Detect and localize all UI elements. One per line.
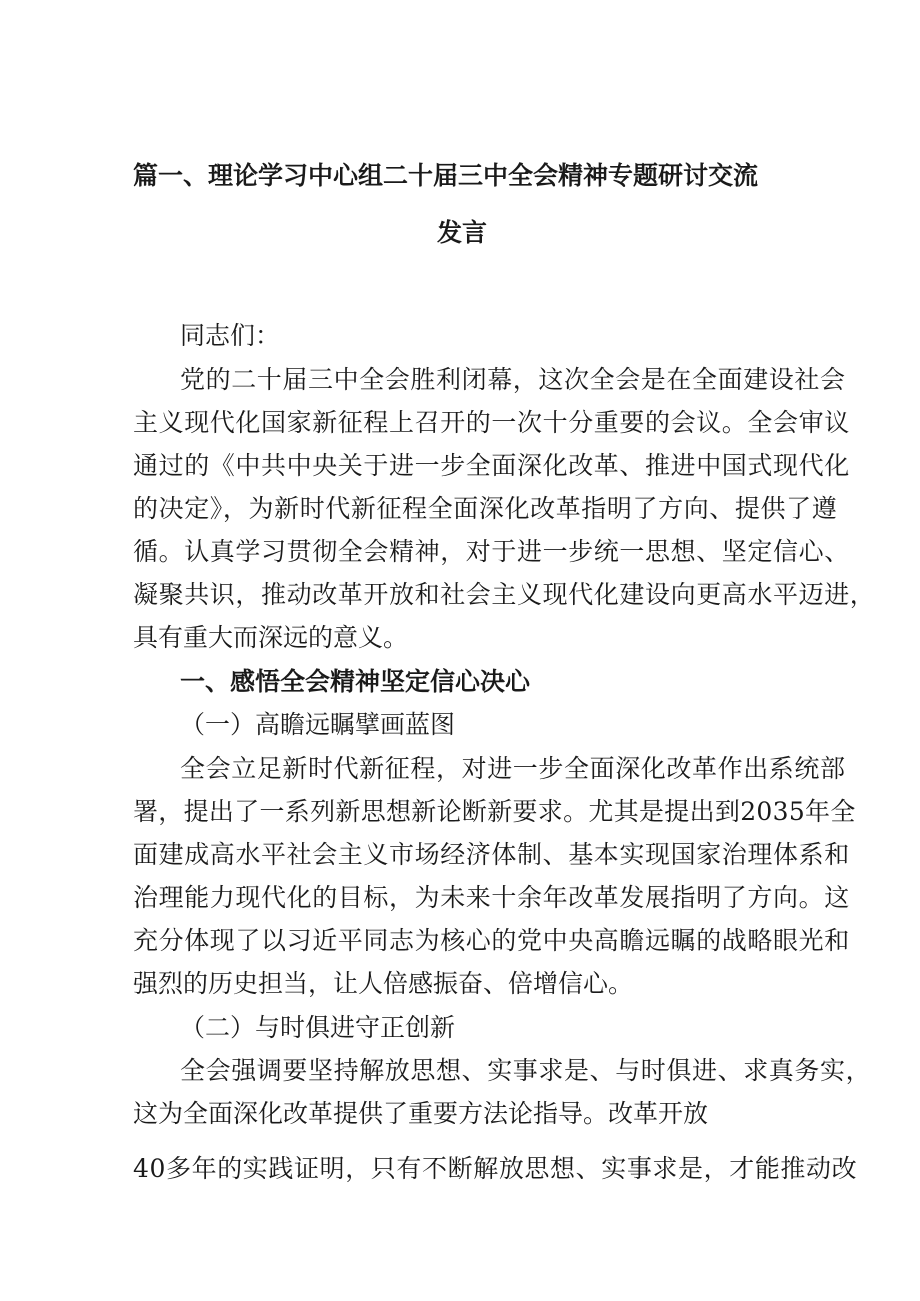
paragraph-1-line-5: 循。认真学习贯彻全会精神，对于进一步统一思想、坚定信心、 (133, 537, 850, 566)
paragraph-2-line-1: 全会立足新时代新征程，对进一步全面深化改革作出系统部 (180, 754, 846, 783)
salutation: 同志们： (180, 321, 281, 350)
section-1-heading: 一、感悟全会精神坚定信心决心 (180, 667, 531, 696)
paragraph-1-line-6: 凝聚共识，推动改革开放和社会主义现代化建设向更高水平迈进， (133, 580, 876, 609)
paragraph-2-line-3: 面建成高水平社会主义市场经济体制、基本实现国家治理体系和 (133, 840, 850, 869)
paragraph-1-line-2: 主义现代化国家新征程上召开的一次十分重要的会议。全会审议 (133, 408, 850, 437)
paragraph-2-line-2: 署，提出了一系列新思想新论断新要求。尤其是提出到2035年全 (133, 797, 856, 826)
paragraph-2-line-5: 充分体现了以习近平同志为核心的党中央高瞻远瞩的战略眼光和 (133, 926, 850, 955)
document-title-line-2: 发言 (437, 218, 488, 247)
subsection-1-heading: （一）高瞻远瞩擘画蓝图 (180, 710, 456, 739)
paragraph-3-line-2: 这为全面深化改革提供了重要方法论指导。改革开放 (133, 1099, 709, 1128)
document-title-line-1: 篇一、理论学习中心组二十届三中全会精神专题研讨交流 (133, 161, 759, 190)
paragraph-1-line-4: 的决定》，为新时代新征程全面深化改革指明了方向、提供了遵 (133, 494, 838, 523)
paragraph-3-line-1: 全会强调要坚持解放思想、实事求是、与时俱进、求真务实， (180, 1056, 872, 1085)
paragraph-1-line-1: 党的二十届三中全会胜利闭幕，这次全会是在全面建设社会 (180, 365, 846, 394)
subsection-2-heading: （二）与时俱进守正创新 (180, 1013, 456, 1042)
paragraph-3-line-3: 40多年的实践证明，只有不断解放思想、实事求是，才能推动改 (133, 1154, 858, 1183)
paragraph-2-line-4: 治理能力现代化的目标，为未来十余年改革发展指明了方向。这 (133, 883, 850, 912)
paragraph-1-line-7: 具有重大而深远的意义。 (133, 623, 409, 652)
paragraph-1-line-3: 通过的《中共中央关于进一步全面深化改革、推进中国式现代化 (133, 451, 850, 480)
paragraph-2-line-6: 强烈的历史担当，让人倍感振奋、倍增信心。 (133, 969, 634, 998)
